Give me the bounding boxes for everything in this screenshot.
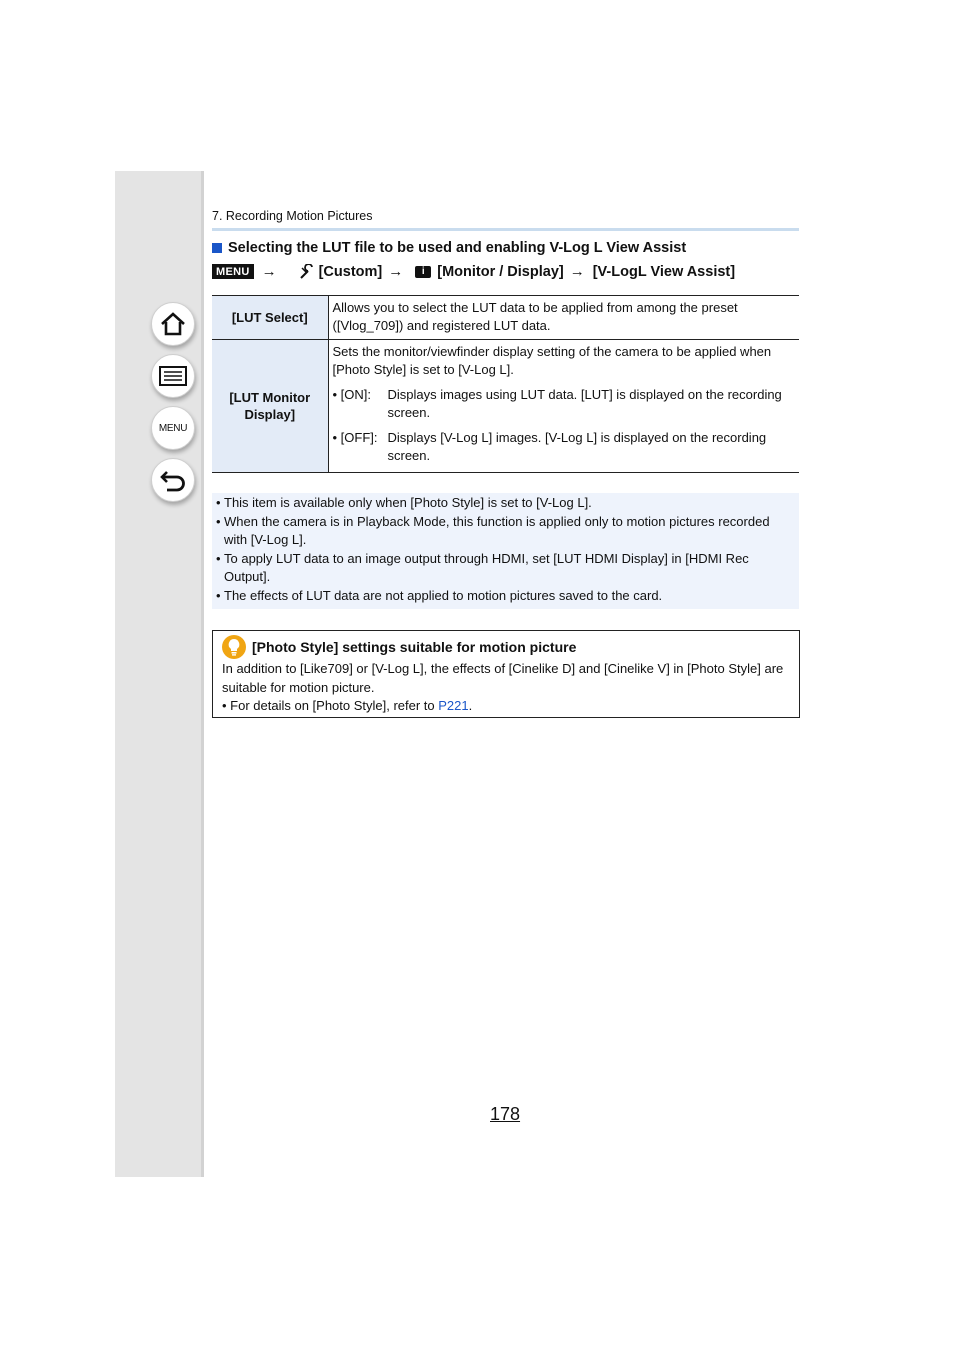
bullet: • xyxy=(216,495,221,510)
bullet: • xyxy=(216,587,221,603)
path-custom: [Custom] xyxy=(318,263,383,280)
row-description xyxy=(328,340,799,473)
tip-detail xyxy=(222,697,790,716)
row-description-text: Sets the monitor/viewfinder display setting of the camera to be applied when [Photo Style] is set to [V-Log L]. xyxy=(332,344,772,377)
info-icon: i xyxy=(415,266,431,278)
table-row xyxy=(212,340,799,473)
option-value: Displays images using LUT data. [LUT] is displayed on the recording screen. xyxy=(387,387,782,420)
tip-detail-prefix: • For details on [Photo Style], refer to xyxy=(222,698,439,713)
list-item xyxy=(216,494,795,513)
tip-title-text: [Photo Style] settings suitable for motion picture xyxy=(252,638,577,655)
tip-box xyxy=(212,630,800,718)
menu-path xyxy=(212,263,735,280)
option-key: • [ON]: xyxy=(332,387,371,402)
row-description: Allows you to select the LUT data to be applied from among the preset ([Vlog_709]) and registered LUT data. xyxy=(328,296,799,340)
back-icon xyxy=(159,468,187,492)
path-item: [V-LogL View Assist] xyxy=(592,263,736,280)
option-on xyxy=(333,386,796,421)
row-label: [LUT Monitor Display] xyxy=(212,340,328,473)
chapter-header: 7. Recording Motion Pictures xyxy=(212,209,799,231)
wrench-icon xyxy=(299,264,315,280)
row-label: [LUT Select] xyxy=(212,296,328,340)
lightbulb-icon xyxy=(222,635,246,659)
menu-icon: MENU xyxy=(158,422,188,434)
option-off xyxy=(333,429,796,464)
note-text: When the camera is in Playback Mode, this function is applied only to motion pictures recorded with [V-Log L]. xyxy=(224,513,770,547)
note-text: To apply LUT data to an image output through HDMI, set [LUT HDMI Display] in [HDMI Rec Output]. xyxy=(224,550,749,584)
home-icon xyxy=(159,311,187,337)
menu-button[interactable] xyxy=(151,406,195,450)
list-item xyxy=(216,587,795,606)
section-heading-text: Selecting the LUT file to be used and enabling V-Log L View Assist xyxy=(228,240,687,256)
arrow-icon: → xyxy=(569,263,585,280)
arrow-icon: → xyxy=(388,263,404,280)
note-text: The effects of LUT data are not applied to motion pictures saved to the card. xyxy=(224,587,663,603)
home-button[interactable] xyxy=(151,302,195,346)
back-button[interactable] xyxy=(151,458,195,502)
option-key: • [OFF]: xyxy=(332,430,378,445)
bullet: • xyxy=(216,550,221,566)
contents-button[interactable] xyxy=(151,354,195,398)
tip-title xyxy=(222,635,790,659)
note-text: This item is available only when [Photo Style] is set to [V-Log L]. xyxy=(224,495,592,510)
menu-badge-icon: MENU xyxy=(212,264,254,279)
page-number: 178 xyxy=(490,1104,521,1124)
list-item xyxy=(216,513,795,550)
notes-box xyxy=(212,493,799,609)
table-row xyxy=(212,296,799,340)
path-monitor-display: [Monitor / Display] xyxy=(437,263,564,280)
side-navigation xyxy=(115,171,204,1177)
contents-list-icon xyxy=(158,365,188,387)
tip-body: In addition to [Like709] or [V-Log L], the effects of [Cinelike D] and [Cinelike V] in [Photo Style] are suitable for motion picture. xyxy=(222,661,784,695)
list-item xyxy=(216,550,795,587)
arrow-icon: → xyxy=(261,263,277,280)
blue-square-icon xyxy=(212,243,222,253)
bullet: • xyxy=(216,513,221,529)
settings-table xyxy=(212,295,799,473)
option-value: Displays [V-Log L] images. [V-Log L] is displayed on the recording screen. xyxy=(387,430,767,463)
tip-detail-suffix: . xyxy=(468,698,473,713)
section-heading xyxy=(212,240,686,256)
page-link-p221[interactable]: P221 xyxy=(438,698,469,713)
